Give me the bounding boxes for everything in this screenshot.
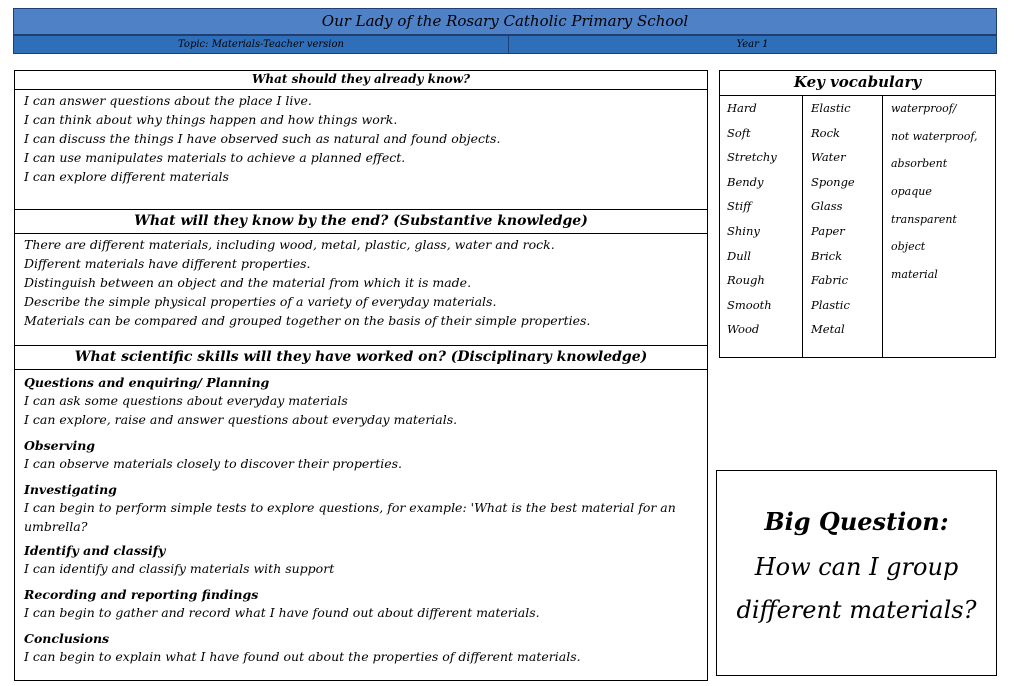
disciplinary-section	[14, 345, 708, 681]
vocab-column-3	[883, 95, 995, 357]
group-line: I can explore, raise and answer questions about everyday materials.	[24, 412, 458, 427]
already-know-item: I can explore different materials	[24, 169, 229, 184]
vocab-word: Elastic	[811, 101, 851, 115]
vocab-word: Wood	[727, 322, 760, 337]
substantive-heading: What will they know by the end? (Substantive knowledge)	[15, 210, 707, 234]
year-label: Year 1	[736, 39, 769, 50]
vocab-word: not waterproof,	[891, 129, 978, 143]
big-question-panel	[716, 470, 997, 676]
topic-bar	[13, 35, 997, 54]
big-question-title: Big Question:	[764, 507, 949, 536]
substantive-item: There are different materials, including wood, metal, plastic, glass, water and rock.	[24, 237, 555, 252]
group-line: I can begin to explain what I have found out about the properties of different materials.	[24, 649, 581, 664]
vocab-word: Plastic	[811, 297, 850, 312]
substantive-item: Different materials have different properties.	[24, 256, 311, 271]
vocab-column-1	[720, 95, 803, 357]
group-line: I can begin to perform simple tests to explore questions, for example: 'What is the best material for an umbrella?	[24, 500, 676, 534]
vocab-word: material	[891, 268, 938, 282]
already-know-item: I can answer questions about the place I live.	[24, 93, 312, 108]
vocabulary-panel	[719, 70, 996, 358]
substantive-item: Materials can be compared and grouped together on the basis of their simple properties.	[24, 313, 591, 328]
group-line: I can ask some questions about everyday materials	[24, 393, 348, 408]
vocab-word: Stretchy	[727, 150, 777, 165]
group-title: Observing	[24, 438, 96, 453]
school-title: Our Lady of the Rosary Catholic Primary School	[13, 8, 997, 35]
substantive-item: Distinguish between an object and the material from which it is made.	[24, 275, 472, 290]
vocab-word: Water	[811, 150, 846, 165]
vocab-word: Metal	[811, 322, 845, 337]
group-title: Questions and enquiring/ Planning	[24, 375, 270, 390]
vocab-word: waterproof/	[891, 102, 957, 115]
already-know-section	[14, 70, 708, 210]
vocab-word: Dull	[727, 248, 751, 263]
vocab-word: Glass	[811, 199, 843, 214]
vocab-word: Bendy	[727, 174, 764, 189]
group-line: I can identify and classify materials with support	[24, 561, 335, 576]
vocab-word: Paper	[811, 223, 845, 238]
group-title: Conclusions	[24, 631, 110, 646]
disciplinary-heading: What scientific skills will they have worked on? (Disciplinary knowledge)	[15, 346, 707, 370]
group-title: Recording and reporting findings	[24, 587, 259, 602]
vocab-word: Fabric	[811, 273, 849, 288]
substantive-section	[14, 209, 708, 346]
big-question-text: How can I group different materials?	[736, 553, 977, 624]
vocab-word: Smooth	[727, 297, 772, 312]
vocab-word: Rock	[811, 125, 840, 140]
vocab-word: Shiny	[727, 223, 760, 238]
already-know-item: I can use manipulates materials to achieve a planned effect.	[24, 150, 406, 165]
vocab-word: absorbent	[891, 157, 948, 171]
vocab-column-2	[803, 95, 883, 357]
already-know-item: I can think about why things happen and how things work.	[24, 112, 398, 127]
group-title: Investigating	[24, 482, 117, 497]
topic-label: Topic: Materials-Teacher version	[14, 36, 509, 53]
group-line: I can observe materials closely to discover their properties.	[24, 456, 403, 471]
vocab-word: opaque	[891, 185, 932, 199]
vocab-word: Stiff	[727, 199, 752, 214]
group-line: I can begin to gather and record what I have found out about different materials.	[24, 605, 540, 620]
vocab-word: Hard	[727, 101, 757, 115]
vocab-word: transparent	[891, 212, 957, 226]
substantive-item: Describe the simple physical properties of a variety of everyday materials.	[24, 294, 497, 309]
group-title: Identify and classify	[24, 543, 166, 558]
vocabulary-heading: Key vocabulary	[720, 71, 995, 96]
already-know-item: I can discuss the things I have observed such as natural and found objects.	[24, 131, 501, 146]
vocab-word: Brick	[811, 248, 843, 263]
vocab-word: Sponge	[811, 174, 855, 189]
vocab-word: Rough	[727, 273, 765, 288]
vocab-word: object	[891, 240, 926, 254]
vocab-word: Soft	[727, 125, 751, 140]
already-know-heading: What should they already know?	[15, 71, 707, 90]
